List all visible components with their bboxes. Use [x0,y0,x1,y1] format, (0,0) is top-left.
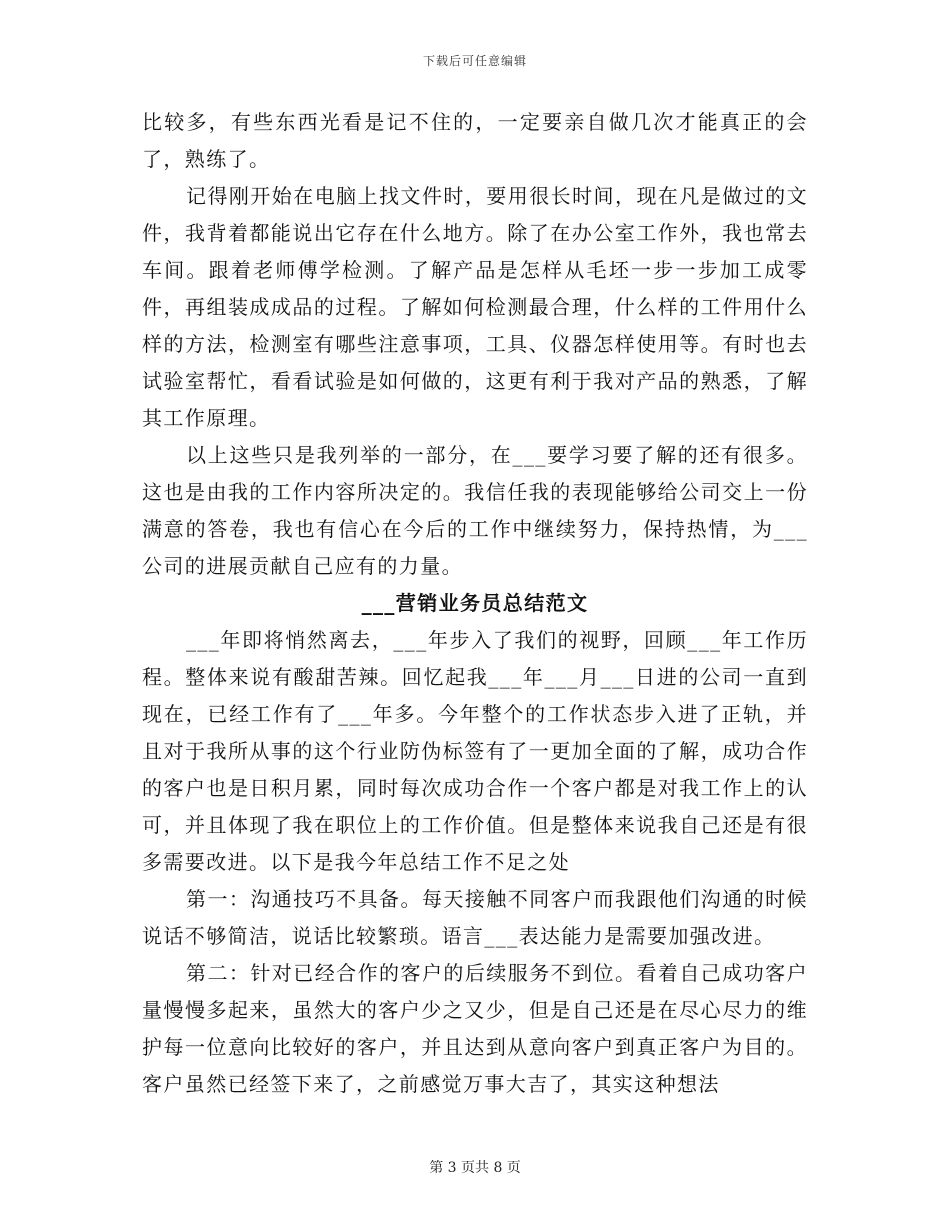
paragraph-point-two: 第二：针对已经合作的客户的后续服务不到位。看着自己成功客户量慢慢多起来，虽然大的客户少之又少，但是自己还是在尽心尽力的维护每一位意向比较好的客户，并且达到从意向客户到真正客户为目的。客户虽然已经签下来了，之前感觉万事大吉了，其实这种想法 [142,961,808,1096]
document-body [142,104,808,1103]
page-header: 下载后可任意编辑 [422,54,527,68]
paragraph-continuation: 比较多，有些东西光看是记不住的，一定要亲自做几次才能真正的会了，熟练了。 [142,110,808,171]
section-heading: ___营销业务员总结范文 [361,591,589,615]
paragraph-file-management: 记得刚开始在电脑上找文件时，要用很长时间，现在凡是做过的文件，我背着都能说出它存在什么地方。除了在办公室工作外，我也常去车间。跟着老师傅学检测。了解产品是怎样从毛坯一步一步加工成零件，再组装成成品的过程。了解如何检测最合理，什么样的工件用什么样的方法，检测室有哪些注意事项，工具、仪器怎样使用等。有时也去试验室帮忙，看看试验是如何做的，这更有利于我对产品的熟悉，了解其工作原理。 [142,184,808,430]
paragraph-summary: 以上这些只是我列举的一部分，在___要学习要了解的还有很多。这也是由我的工作内容所决定的。我信任我的表现能够给公司交上一份满意的答卷，我也有信心在今后的工作中继续努力，保持热情，为___公司的进展贡献自己应有的力量。 [142,443,808,578]
paragraph-point-one: 第一：沟通技巧不具备。每天接触不同客户而我跟他们沟通的时候说话不够简洁，说话比较繁琐。语言___表达能力是需要加强改进。 [142,887,808,948]
page-number: 第 3 页共 8 页 [429,1160,521,1176]
paragraph-year-review: ___年即将悄然离去，___年步入了我们的视野，回顾___年工作历程。整体来说有酸甜苦辣。回忆起我___年___月___日进的公司一直到现在，已经工作有了___年多。今年整个的工作状态步入进了正轨，并且对于我所从事的这个行业防伪标签有了一更加全面的了解，成功合作的客户也是日积月累，同时每次成功合作一个客户都是对我工作上的认可，并且体现了我在职位上的工作价值。但是整体来说我自己还是有很多需要改进。以下是我今年总结工作不足之处 [142,628,808,874]
